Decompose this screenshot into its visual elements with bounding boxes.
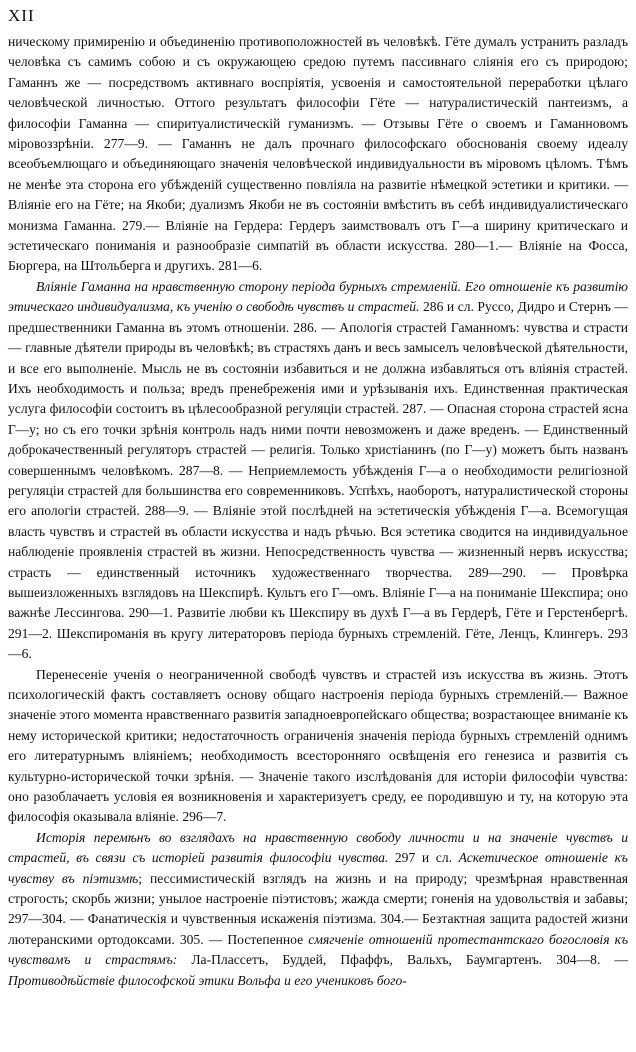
paragraph xyxy=(8,277,628,665)
text-run: 297 и сл. xyxy=(388,850,459,866)
italic-text-run: Аскетическое отношеніе къ чувству въ піэтизмѣ xyxy=(8,850,628,886)
text-run: Ла-Плассетъ, Буддей, Пфаффъ, Вальхъ, Баумгартенъ. 304—8. — xyxy=(177,952,628,968)
text-run: Перенесеніе ученія о неограниченной свободѣ чувствъ и страстей изъ искусства въ жизнь. Этотъ психологическій фактъ составляетъ основу общаго настроенія періода бурныхъ стремленій.— Важное значеніе этого момента нравственнаго развитія западноевропейскаго общества; возрастающее вниманіе къ нему исторической критики; недостаточность ограниченія значенія періода бурныхъ стремленій однимъ его литературнымъ вліяніемъ; необходимость всесторонняго освѣщенія его генезиса и развитія съ культурно-исторической точки зрѣнія. — Значеніе такого изслѣдованія для исторіи философіи чувства: оно разоблачаетъ условія ея возникновенія и характеризуетъ среду, ее породившую и ту, на которую эта философія оказывала вліяніе. 296—7. xyxy=(8,666,628,825)
italic-text-run: Исторія перемѣнъ во взглядахъ на нравственную свободу личности и на значеніе чувствъ и страстей, въ связи съ исторіей развитія философіи чувства. xyxy=(8,829,628,866)
italic-text-run: смягченіе отношеній протестантскаго богословія къ чувствамъ и страстямъ: xyxy=(8,931,629,968)
text-run: ническому примиренію и объединенію противоположностей въ человѣкѣ. Гёте думалъ устранить разладъ человѣка съ самимъ собою и съ окружающею средою путемъ пассивнаго слiянiя его съ природою; Гаманнъ же — посредствомъ активнаго воспріятія, усвоенія и самостоятельной переработки цѣлаго человѣческой личностью. Оттого результатъ философіи Гёте — натуралистическій пантеизмъ, а философіи Гаманна — спиритуалистическій гуманизмъ. — Отзывы Гёте о своемъ и Гаманновомъ міровоззрѣніи. 277—9. — Гаманнъ не далъ прочнаго философскаго обоснованія своему идеалу всеобъемлющаго и объединяющаго значенія человѣческой индивидуальности въ міровомъ цѣломъ. Тѣмъ не менѣе эта сторона его убѣжденій существенно повліяла на развитіе нѣмецкой эстетики и критики. — Вліяніе его на Гёте; на Якоби; дуализмъ Якоби не въ состояніи вмѣстить въ себѣ индивидуалистическаго монизма Гаманна. 279.— Вліяніе на Гердера: Гердеръ заимствовалъ отъ Г—а ширину критическаго и эстетическаго пониманія и разнообразіе симпатій въ области искусства. 280—1.— Вліяніе на Фосса, Бюргера, на Штольберга и другихъ. 281—6. xyxy=(8,34,628,274)
text-run: 286 и сл. Руссо, Дидро и Стернъ — предшественники Гаманна въ этомъ отношеніи. 286. — Апологія страстей Гаманномъ: чувства и страсти — главные дѣятели природы въ человѣкѣ; въ страстяхъ данъ и весь замыселъ человѣческой дѣятельности, и все его выполненіе. Мысль не въ состояніи избавиться и не должна избавляться отъ вліянія страстей. Ихъ необходимость и польза; вредъ пренебреженія ими и урѣзыванія ихъ. Единственная практическая услуга философіи состоитъ въ цѣлесообразной регуляціи страстей. 287. — Опасная сторона страстей ясна Г—у; но съ его точки зрѣнія контроль надъ ними почти невозможенъ и даже вреденъ. — Единственный доброкачественный регуляторъ страстей — религія. Только христіанинъ (по Г—у) можетъ быть названъ совершеннымъ человѣкомъ. 287—8. — Неприемлемость убѣжденія Г—а о необходимости религіозной регуляціи страстей для большинства его современниковъ. Успѣхъ, наоборотъ, натуралистической стороны его апологіи страстей. 288—9. — Вліяніе этой послѣдней на эстетическія убѣжденія Г—а. Всемогущая власть чувствъ и страстей въ области искусства и надъ рѣчью. Вся эстетика сводится на индивидуальное наблюденіе проявленія страстей въ жизни. Непосредственность чувства — жизненный нервъ искусства; страсть — единственный источникъ художественнаго творчества. 289—290. — Провѣрка вышеизложенныхъ взглядовъ на Шекспирѣ. Культъ его Г—омъ. Вліяніе Г—а на пониманіе Шекспира; оно важнѣе Лессингова. 290—1. Развитіе любви къ Шекспиру въ духѣ Г—а въ Гердерѣ, Гёте и Герстенбергѣ. 291—2. Шекспироманія въ кругу литераторовъ періода бурныхъ стремленій. Гёте, Ленцъ, Клингеръ. 293—6. xyxy=(8,299,628,662)
page-body xyxy=(8,32,628,991)
paragraph xyxy=(8,665,628,828)
italic-text-run: Противодѣйствіе философской этики Вольфа и его учениковъ бого- xyxy=(8,972,407,988)
page-number: XII xyxy=(8,6,35,25)
text-run: ; пессимистическій взглядъ на жизнь и на природу; чрезмѣрная нравственная строгость; скорбь жизни; унылое настроеніе піэтистовъ; жажда смерти; гоненія на удовольствія и забавы; 297—304. — Фанатическія и чувственныя искаженія піэтизма. 304.— Безтактная защита радостей жизни лютеранскими ортодоксами. 305. — Постепенное xyxy=(8,870,628,947)
paragraph xyxy=(8,828,628,991)
paragraph xyxy=(8,32,628,277)
italic-text-run: Вліяніе Гаманна на нравственную сторону періода бурныхъ стремленій. Его отношеніе къ развитію этическаго индивидуализма, къ ученію о свободѣ чувствъ и страстей. xyxy=(8,278,628,315)
